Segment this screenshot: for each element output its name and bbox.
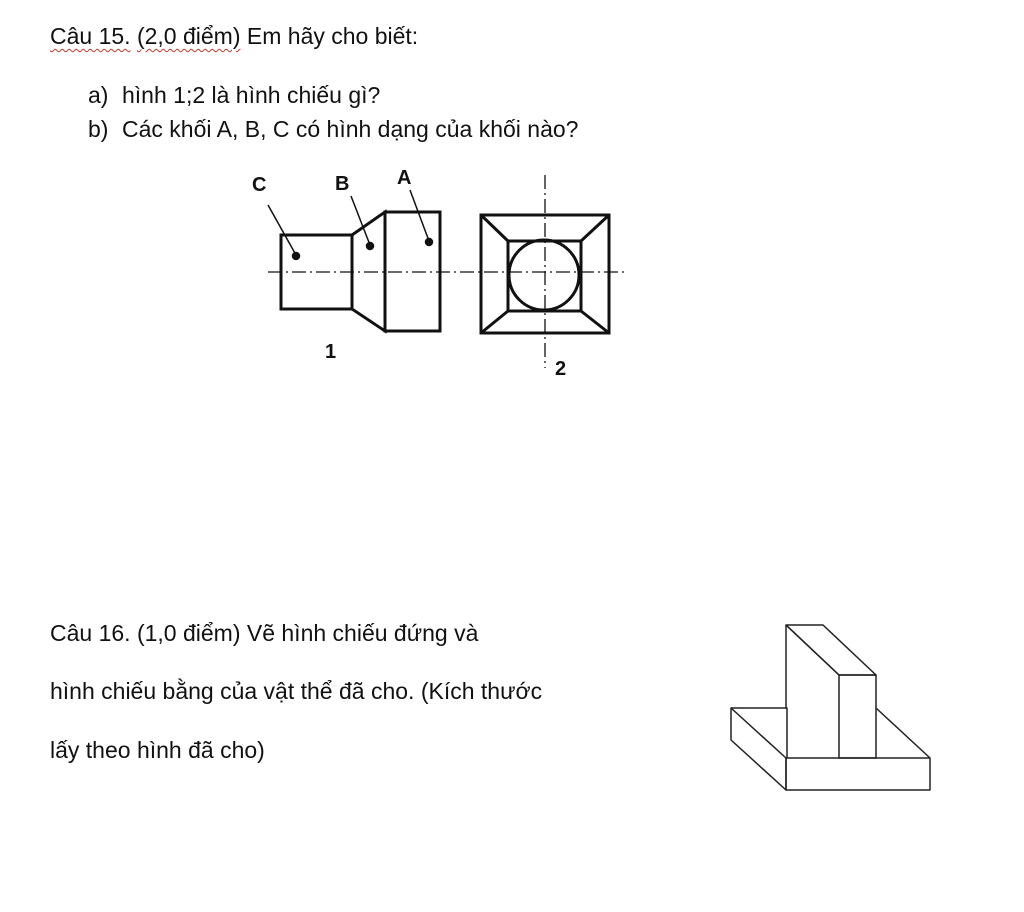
leader-a <box>410 190 429 241</box>
dot-c <box>293 253 300 260</box>
q15-number: Câu 15. <box>50 23 131 49</box>
base-left-face <box>731 708 786 790</box>
upright-left-side <box>786 625 787 708</box>
q16-isometric-object <box>731 625 930 790</box>
diag-br <box>581 311 609 333</box>
dot-a <box>426 239 433 246</box>
label-a: A <box>397 167 412 189</box>
center-lines <box>268 175 624 368</box>
q15-item-b-marker: b) <box>88 116 109 142</box>
upright-front-face <box>839 675 876 758</box>
diag-bl <box>481 311 508 333</box>
base-front-face <box>786 758 930 790</box>
leader-b <box>351 196 370 245</box>
q15-points: (2,0 điểm) <box>136 23 241 49</box>
q15-item-a-marker: a) <box>88 82 109 108</box>
diag-tr <box>581 215 609 241</box>
label-b: B <box>335 173 350 195</box>
label-c: C <box>252 174 267 196</box>
leaders <box>268 190 433 260</box>
base-top-right <box>876 708 930 758</box>
q16-line-2: hình chiếu bằng của vật thể đã cho. (Kích thước <box>50 678 543 704</box>
inner-circle <box>509 240 579 310</box>
q16-line-3: lấy theo hình đã cho) <box>50 737 265 763</box>
q15-item-a-text: hình 1;2 là hình chiếu gì? <box>122 82 381 108</box>
dot-b <box>367 243 374 250</box>
q15-figure <box>252 167 624 380</box>
q16-line-1: Câu 16. (1,0 điểm) Vẽ hình chiếu đứng và <box>50 620 479 646</box>
diag-tl <box>481 215 508 241</box>
label-view-1: 1 <box>325 341 337 363</box>
q15-item-b-text: Các khối A, B, C có hình dạng của khối nào? <box>122 116 579 142</box>
q15-prompt: Em hãy cho biết: <box>246 23 419 49</box>
label-view-2: 2 <box>555 358 567 380</box>
